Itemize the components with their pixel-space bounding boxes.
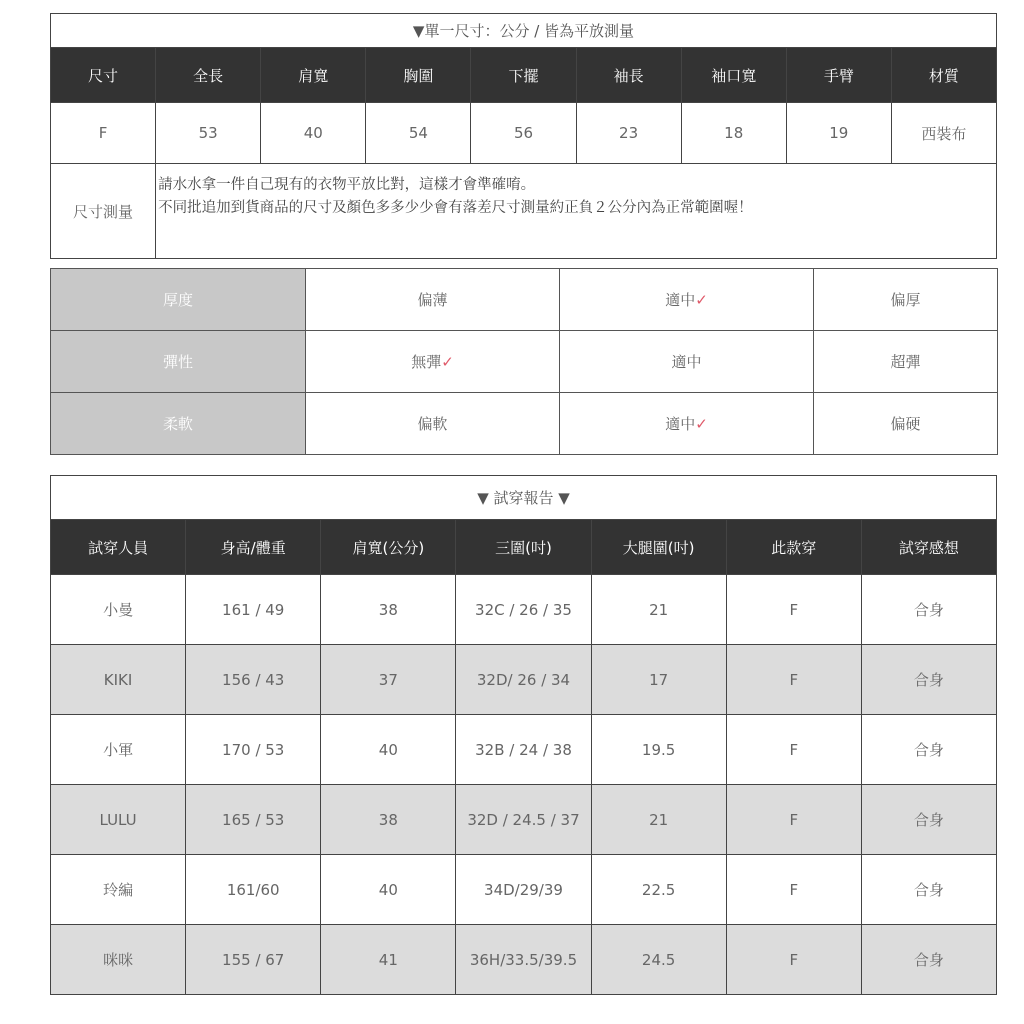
tryon-cell: 21: [591, 785, 726, 855]
feel-option: [306, 393, 560, 455]
feel-row: [51, 331, 998, 393]
size-header: 肩寬: [261, 48, 366, 103]
feel-row: [51, 393, 998, 455]
size-header: 袖口寬: [681, 48, 786, 103]
tryon-cell: 34D/29/39: [456, 855, 591, 925]
size-value: 56: [471, 103, 576, 164]
tryon-cell: F: [726, 785, 861, 855]
tryon-cell: 165 / 53: [186, 785, 321, 855]
feel-option: [814, 393, 998, 455]
size-note-line: 不同批追加到貨商品的尺寸及顏色多多少少會有落差尺寸測量約正負２公分內為正常範圍喔！: [158, 200, 753, 216]
size-value: 54: [366, 103, 471, 164]
size-header: 全長: [156, 48, 261, 103]
tryon-cell: 合身: [861, 855, 996, 925]
size-header: 手臂: [786, 48, 891, 103]
tryon-cell: 咪咪: [51, 925, 186, 995]
feel-option: [560, 269, 814, 331]
size-note-text: [156, 164, 997, 259]
tryon-header: 試穿感想: [861, 520, 996, 575]
tryon-row: [51, 785, 997, 855]
tryon-cell: 36H/33.5/39.5: [456, 925, 591, 995]
feel-option-label: 適中: [671, 353, 702, 371]
feel-label: 厚度: [51, 269, 306, 331]
tryon-cell: 21: [591, 575, 726, 645]
feel-label: 柔軟: [51, 393, 306, 455]
tryon-header: 試穿人員: [51, 520, 186, 575]
tryon-row: [51, 645, 997, 715]
size-header: 袖長: [576, 48, 681, 103]
tryon-cell: 19.5: [591, 715, 726, 785]
size-value: 40: [261, 103, 366, 164]
tryon-cell: 合身: [861, 925, 996, 995]
feel-option: [814, 331, 998, 393]
tryon-cell: 小軍: [51, 715, 186, 785]
tryon-cell: 38: [321, 575, 456, 645]
size-value: F: [51, 103, 156, 164]
tryon-cell: 161/60: [186, 855, 321, 925]
check-icon: ✓: [695, 291, 708, 309]
fabric-feel-table: [50, 268, 998, 455]
tryon-row: [51, 715, 997, 785]
feel-option-label: 超彈: [890, 353, 921, 371]
feel-row: [51, 269, 998, 331]
tryon-cell: 161 / 49: [186, 575, 321, 645]
feel-option-label: 偏厚: [890, 291, 921, 309]
size-header: 尺寸: [51, 48, 156, 103]
tryon-cell: 小曼: [51, 575, 186, 645]
tryon-header: 身高/體重: [186, 520, 321, 575]
feel-option-label: 偏薄: [417, 291, 448, 309]
feel-option: [306, 269, 560, 331]
tryon-cell: F: [726, 645, 861, 715]
tryon-cell: 合身: [861, 645, 996, 715]
feel-option-label: 無彈: [411, 353, 442, 371]
size-value: 53: [156, 103, 261, 164]
size-header: 下擺: [471, 48, 576, 103]
check-icon: ✓: [695, 415, 708, 433]
tryon-cell: 合身: [861, 575, 996, 645]
tryon-cell: 32D / 24.5 / 37: [456, 785, 591, 855]
tryon-cell: 32B / 24 / 38: [456, 715, 591, 785]
tryon-cell: 156 / 43: [186, 645, 321, 715]
feel-label: 彈性: [51, 331, 306, 393]
size-table: [50, 13, 997, 259]
tryon-row: [51, 575, 997, 645]
tryon-row: [51, 925, 997, 995]
tryon-cell: LULU: [51, 785, 186, 855]
tryon-cell: 37: [321, 645, 456, 715]
tryon-cell: KIKI: [51, 645, 186, 715]
tryon-caption: ▼ 試穿報告 ▼: [51, 476, 997, 520]
tryon-cell: 155 / 67: [186, 925, 321, 995]
tryon-cell: 170 / 53: [186, 715, 321, 785]
tryon-header: 肩寬(公分): [321, 520, 456, 575]
size-header: 胸圍: [366, 48, 471, 103]
size-value: 18: [681, 103, 786, 164]
size-value: 西裝布: [891, 103, 996, 164]
tryon-cell: 38: [321, 785, 456, 855]
feel-option: [306, 331, 560, 393]
tryon-cell: 24.5: [591, 925, 726, 995]
size-note-line: 請水水拿一件自己現有的衣物平放比對，這樣才會準確唷。: [158, 177, 536, 193]
tryon-cell: F: [726, 715, 861, 785]
size-note-label: 尺寸測量: [51, 164, 156, 259]
feel-option: [560, 331, 814, 393]
tryon-row: [51, 855, 997, 925]
size-value: 19: [786, 103, 891, 164]
tryon-cell: 17: [591, 645, 726, 715]
feel-option-label: 偏硬: [890, 415, 921, 433]
tryon-cell: 32D/ 26 / 34: [456, 645, 591, 715]
tryon-cell: 合身: [861, 785, 996, 855]
size-value: 23: [576, 103, 681, 164]
size-table-caption: ▼單一尺寸：公分 / 皆為平放測量: [51, 14, 997, 48]
feel-option-label: 偏軟: [417, 415, 448, 433]
tryon-cell: F: [726, 855, 861, 925]
tryon-cell: 32C / 26 / 35: [456, 575, 591, 645]
tryon-cell: 玲編: [51, 855, 186, 925]
feel-option-label: 適中: [665, 415, 696, 433]
tryon-cell: F: [726, 575, 861, 645]
tryon-cell: 40: [321, 855, 456, 925]
tryon-cell: 合身: [861, 715, 996, 785]
tryon-cell: 40: [321, 715, 456, 785]
tryon-cell: 22.5: [591, 855, 726, 925]
tryon-cell: 41: [321, 925, 456, 995]
feel-option-label: 適中: [665, 291, 696, 309]
tryon-header: 此款穿: [726, 520, 861, 575]
tryon-cell: F: [726, 925, 861, 995]
feel-option: [814, 269, 998, 331]
check-icon: ✓: [441, 353, 454, 371]
size-header: 材質: [891, 48, 996, 103]
tryon-header: 大腿圍(吋): [591, 520, 726, 575]
tryon-report-table: [50, 475, 997, 995]
feel-option: [560, 393, 814, 455]
tryon-header: 三圍(吋): [456, 520, 591, 575]
